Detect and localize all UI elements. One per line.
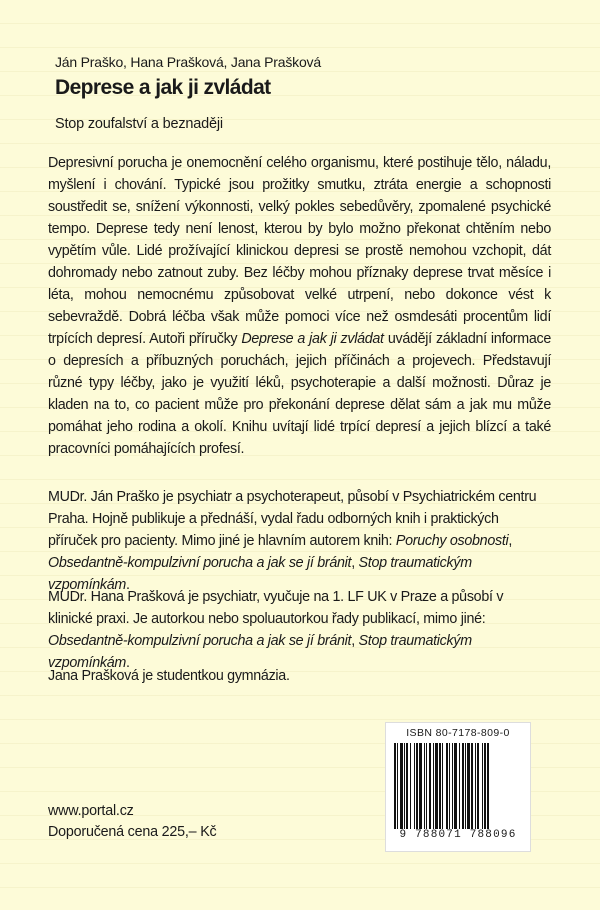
book-subtitle: Stop zoufalství a beznaději bbox=[55, 116, 223, 132]
description-part2: uvádějí základní informace o depresích a příbuzných poruchách, jejich příčinách a projevech. Představují různé typy léčby, jako je využití léků, psychoterapie a další možnosti. Důraz je kladen na to, co pacient může pro překonání deprese dělat sám a jak mu může pomáhat jeho rodina a okolí. Knihu uvítají lidé trpící depresí a jejich blízcí a také pracovníci pomáhajících profesí. bbox=[48, 331, 551, 457]
barcode-label bbox=[385, 722, 531, 852]
bio-hana-book1: Obsedantně-kompulzivní porucha a jak se jí bránit bbox=[48, 633, 352, 649]
bio-jan-end: . bbox=[126, 577, 130, 593]
author-bio-jan bbox=[48, 486, 551, 596]
author-bio-hana bbox=[48, 586, 551, 674]
recommended-price: Doporučená cena 225,– Kč bbox=[48, 824, 217, 840]
book-title: Deprese a jak ji zvládat bbox=[55, 76, 271, 99]
barcode-bars-icon bbox=[394, 743, 526, 833]
bio-jan-text: MUDr. Ján Praško je psychiatr a psychoterapeut, působí v Psychiatrickém centru Praha. Hojně publikuje a přednáší, vydal řadu odborných knih i praktických příruček pro pacienty. Mimo jiné je hlavním autorem knih: bbox=[48, 489, 537, 549]
ean-number: 9 788071 788096 bbox=[399, 829, 517, 841]
bio-jan-book1: Poruchy osobnosti bbox=[395, 533, 509, 549]
book-description bbox=[48, 152, 551, 460]
authors-line: Ján Praško, Hana Prašková, Jana Prašková bbox=[55, 54, 321, 70]
bio-hana-text: MUDr. Hana Prašková je psychiatr, vyučuje na 1. LF UK v Praze a působí v klinické praxi. Je autorkou nebo spoluautorkou řady publikací, mimo jiné: bbox=[48, 589, 504, 627]
author-bio-jana: Jana Prašková je studentkou gymnázia. bbox=[48, 668, 290, 684]
bio-jan-sep1: , bbox=[508, 533, 513, 549]
description-part1: Depresivní porucha je onemocnění celého organismu, které postihuje tělo, náladu, myšlení i chování. Typické jsou prožitky smutku, ztráta energie a schopnosti soustředit se, snížení výkonnosti, velký pokles sebedůvěry, zpomalené psychické tempo. Deprese tedy není lenost, kterou by bylo možno překonat chtěním nebo vypětím vůle. Lidé prožívající klinickou depresi se prostě nemohou vzchopit, dát dohromady nebo zatnout zuby. Bez léčby mohou příznaky deprese trvat měsíce i léta, mohou nemocnému způsobovat velké utrpení, nebo dokonce vést k sebevraždě. Dobrá léčba však může pomoci více než osmdesáti procentům lidí trpících depresí. Autoři příručky bbox=[48, 155, 551, 347]
bio-jan-sep2: , bbox=[351, 555, 359, 571]
publisher-website: www.portal.cz bbox=[48, 803, 134, 819]
bio-hana-book2: Stop traumatickým vzpomínkám bbox=[48, 633, 472, 671]
isbn-number: ISBN 80-7178-809-0 bbox=[406, 727, 510, 739]
bio-jan-book3: Stop traumatickým vzpomínkám bbox=[48, 555, 472, 593]
bio-hana-sep1: , bbox=[351, 633, 359, 649]
description-book-title: Deprese a jak ji zvládat bbox=[241, 331, 384, 347]
bio-jan-book2: Obsedantně-kompulzivní porucha a jak se jí bránit bbox=[48, 555, 352, 571]
bio-hana-end: . bbox=[126, 655, 130, 671]
